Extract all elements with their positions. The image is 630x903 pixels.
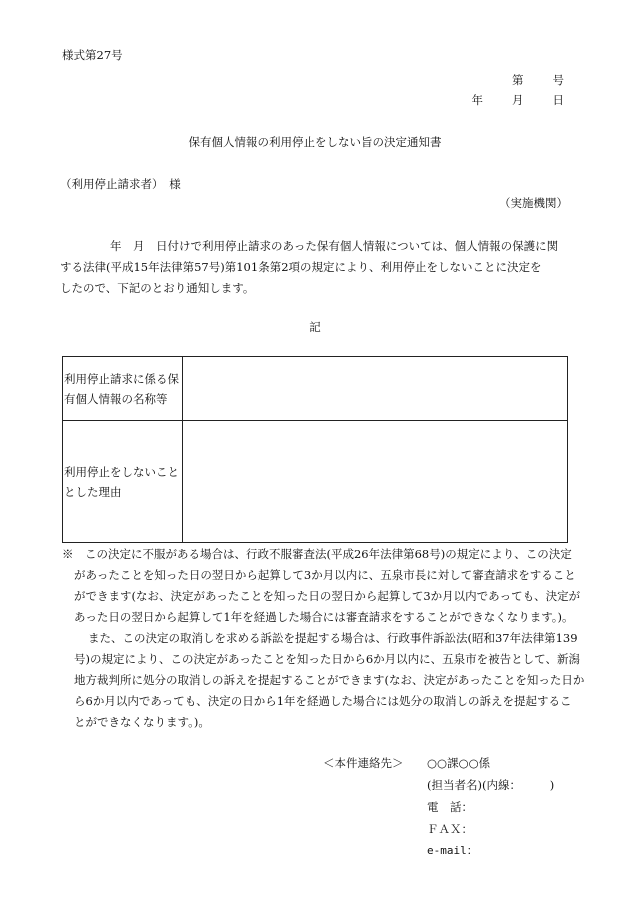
table-row xyxy=(63,421,568,543)
contact-person: (担当者名)(内線： ) xyxy=(427,778,555,792)
details-table xyxy=(62,356,568,543)
notice-line: ※ この決定に不服がある場合は、行政不服審査法(平成26年法律第68号)の規定により、この決定 xyxy=(62,547,572,561)
row-label-target-info: 利用停止請求に係る保 有個人情報の名称等 xyxy=(63,357,183,421)
contact-department: ○○課○○係 xyxy=(427,756,491,770)
row-value-reason xyxy=(183,421,568,543)
document-date: 年 月 日 xyxy=(471,93,566,107)
contact-telephone: 電 話： xyxy=(427,800,473,814)
body-line-1: 年 月 日付けで利用停止請求のあった保有個人情報については、個人情報の保護に関 xyxy=(110,239,559,253)
notice-line: 地方裁判所に処分の取消しの訴えを提起することができます(なお、決定があったことを知った日か xyxy=(74,673,585,687)
form-number: 様式第27号 xyxy=(62,48,123,62)
notice-line: ができます(なお、決定があったことを知った日の翌日から起算して3か月以内であっても、決定が xyxy=(74,589,581,603)
contact-fax: ＦＡＸ： xyxy=(427,822,473,836)
contact-email: e-mail： xyxy=(427,844,478,857)
ki-heading: 記 xyxy=(309,320,321,334)
recipient: （利用停止請求者） 様 xyxy=(60,177,181,191)
notice-line: また、この決定の取消しを求める訴訟を提起する場合は、行政事件訴訟法(昭和37年法律第139 xyxy=(88,631,578,645)
body-line-3: したので、下記のとおり通知します。 xyxy=(60,281,255,295)
notice-line: ら6か月以内であっても、決定の日から1年を経過した場合には処分の取消しの訴えを提起するこ xyxy=(74,694,572,708)
document-title: 保有個人情報の利用停止をしない旨の決定通知書 xyxy=(188,135,442,149)
notice-line: あった日の翌日から起算して1年を経過した場合には審査請求をすることができなくなります。)。 xyxy=(74,610,574,624)
notice-line: があったことを知った日の翌日から起算して3か月以内に、五泉市長に対して審査請求をすること xyxy=(74,568,576,582)
body-line-2: する法律(平成15年法律第57号)第101条第2項の規定により、利用停止をしないことに決定を xyxy=(60,260,542,274)
notice-line: とができなくなります。)。 xyxy=(74,715,210,729)
table-row xyxy=(63,357,568,421)
row-label-reason: 利用停止をしないこと とした理由 xyxy=(63,421,183,543)
contact-heading: ＜本件連絡先＞ xyxy=(323,756,404,770)
document-number: 第 号 xyxy=(512,73,566,87)
sender: （実施機関） xyxy=(499,196,568,210)
notice-line: 号)の規定により、この決定があったことを知った日から6か月以内に、五泉市を被告として、新潟 xyxy=(74,652,580,666)
row-value-target-info xyxy=(183,357,568,421)
